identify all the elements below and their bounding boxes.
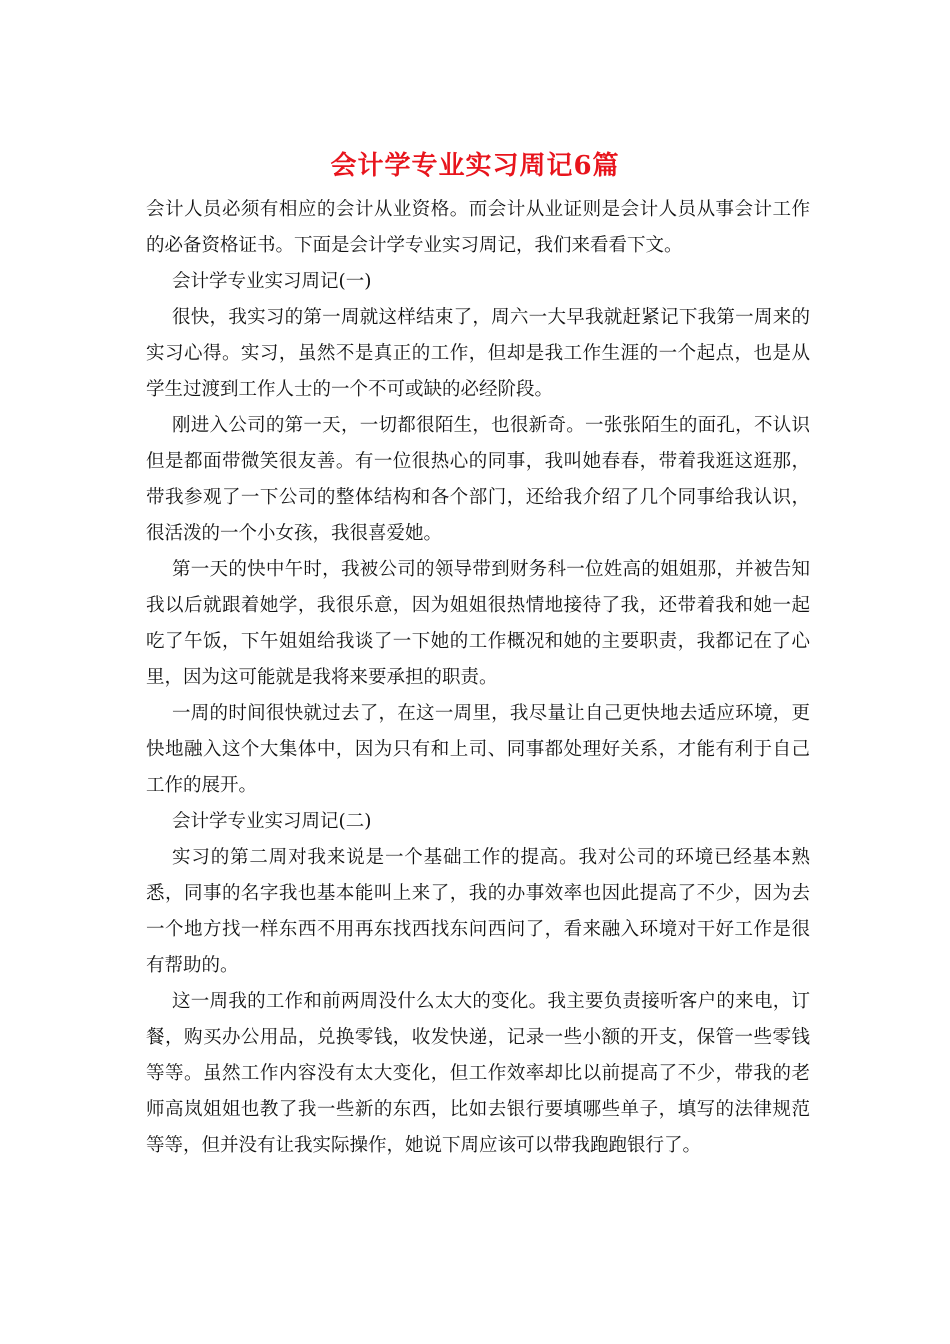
section-heading: 会计学专业实习周记(二) [172,811,372,832]
body-paragraph: 很快，我实习的第一周就这样结束了，周六一大早我就赶紧记下我第一周来的实习心得。实习，虽然不是真正的工作，但却是我工作生涯的一个起点，也是从学生过渡到工作人士的一个不可或缺的必经阶段。 [146,307,810,400]
section-heading: 会计学专业实习周记(一) [172,271,372,292]
body-paragraph: 第一天的快中午时，我被公司的领导带到财务科一位姓高的姐姐那，并被告知我以后就跟着她学，我很乐意，因为姐姐很热情地接待了我，还带着我和她一起吃了午饭，下午姐姐给我谈了一下她的工作概况和她的主要职责，我都记在了心里，因为这可能就是我将来要承担的职责。 [146,559,810,688]
body-paragraph: 这一周我的工作和前两周没什么太大的变化。我主要负责接听客户的来电，订餐，购买办公用品，兑换零钱，收发快递，记录一些小额的开支，保管一些零钱等等。虽然工作内容没有太大变化，但工作效率却比以前提高了不少，带我的老师高岚姐姐也教了我一些新的东西，比如去银行要填哪些单子，填写的法律规范等等，但并没有让我实际操作，她说下周应该可以带我跑跑银行了。 [146,991,810,1156]
body-paragraph: 刚进入公司的第一天，一切都很陌生，也很新奇。一张张陌生的面孔，不认识但是都面带微笑很友善。有一位很热心的同事，我叫她春春，带着我逛这逛那，带我参观了一下公司的整体结构和各个部门，还给我介绍了几个同事给我认识，很活泼的一个小女孩，我很喜爱她。 [146,415,810,544]
body-paragraph: 一周的时间很快就过去了，在这一周里，我尽量让自己更快地去适应环境，更快地融入这个大集体中，因为只有和上司、同事都处理好关系，才能有利于自己工作的展开。 [146,703,810,796]
intro-paragraph: 会计人员必须有相应的会计从业资格。而会计从业证则是会计人员从事会计工作的必备资格证书。下面是会计学专业实习周记，我们来看看下文。 [146,199,810,256]
document-body [146,192,810,1164]
document-title: 会计学专业实习周记6篇 [330,151,620,181]
body-paragraph: 实习的第二周对我来说是一个基础工作的提高。我对公司的环境已经基本熟悉，同事的名字我也基本能叫上来了，我的办事效率也因此提高了不少，因为去一个地方找一样东西不用再东找西找东问西问了，看来融入环境对干好工作是很有帮助的。 [146,847,810,976]
